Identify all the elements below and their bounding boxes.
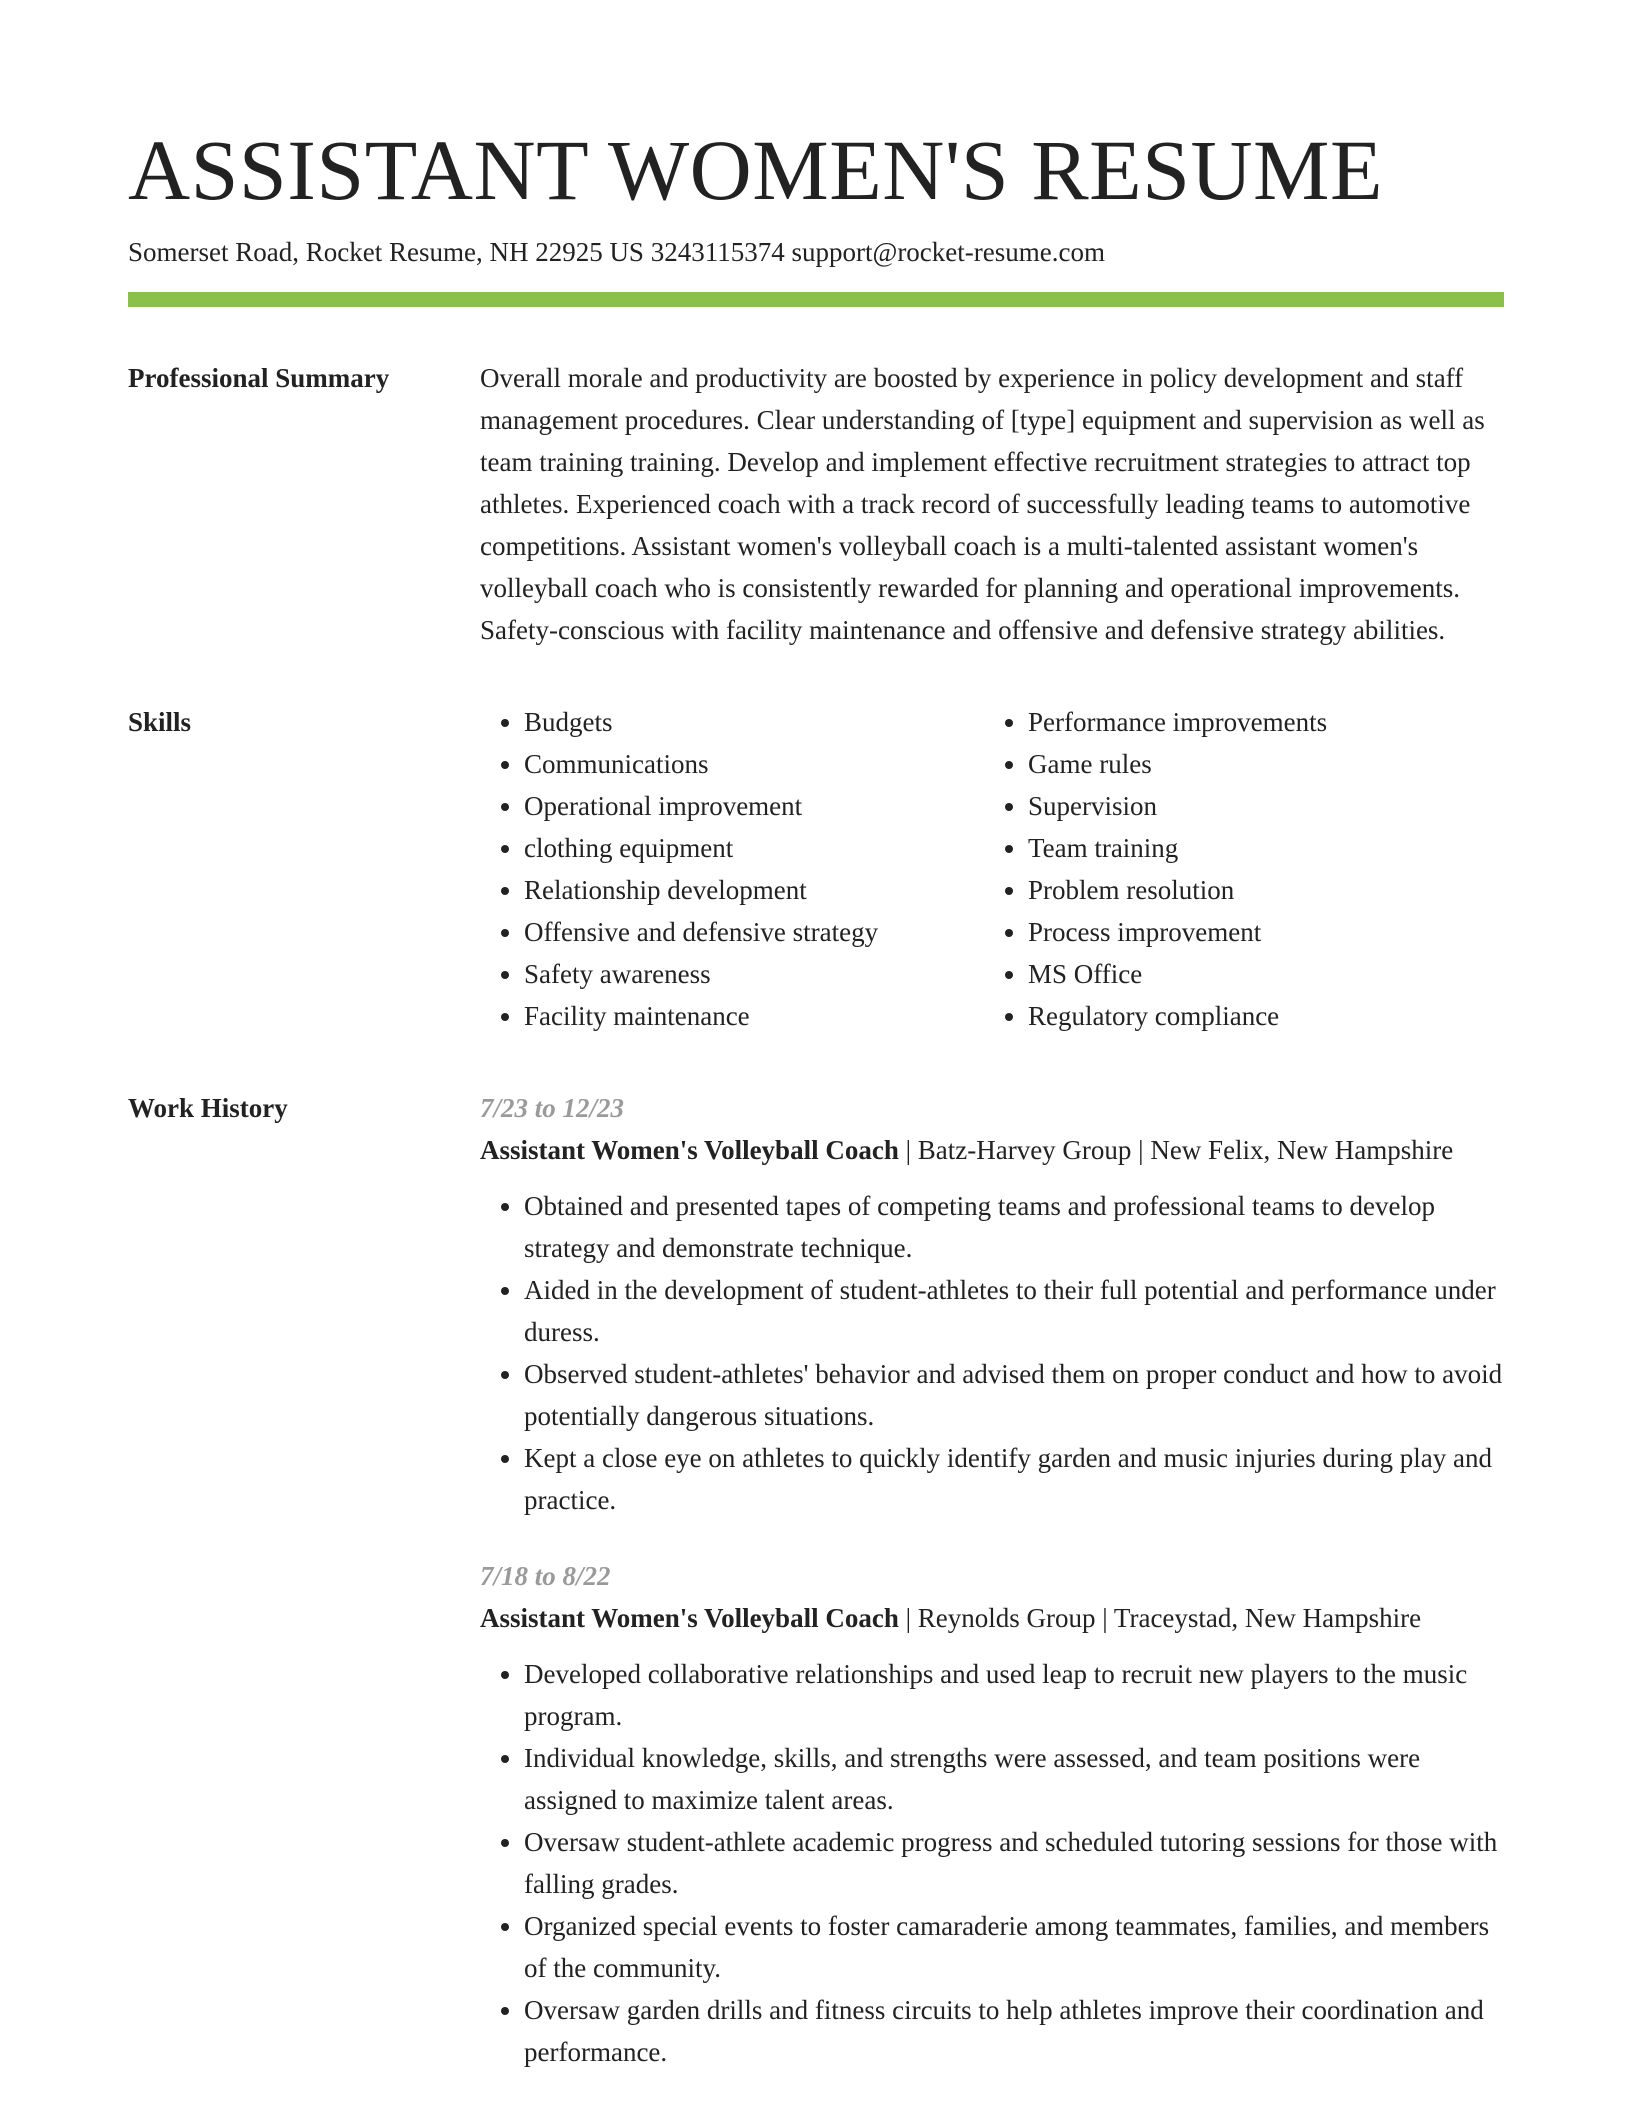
job-bullets (480, 1185, 1504, 1521)
contact-line: Somerset Road, Rocket Resume, NH 22925 US 3243115374 support@rocket-resume.com (128, 237, 1105, 267)
skills-heading: Skills (128, 707, 192, 737)
skill-item: • clothing equipment (524, 827, 984, 869)
job-bullet: • Observed student-athletes' behavior and advised them on proper conduct and how to avoid potentially dangerous situations. (524, 1353, 1504, 1437)
job-bullet: • Oversaw student-athlete academic progress and scheduled tutoring sessions for those with falling grades. (524, 1821, 1504, 1905)
work-history-list (480, 1087, 1504, 2107)
job-bullet: • Kept a close eye on athletes to quickly identify garden and music injuries during play and practice. (524, 1437, 1504, 1521)
accent-divider (128, 292, 1504, 307)
skill-item: • Process improvement (1028, 911, 1488, 953)
job-title: Assistant Women's Volleyball Coach (480, 1135, 899, 1165)
job-date: 7/18 to 8/22 (480, 1561, 611, 1591)
job-heading (480, 1597, 1504, 1639)
skill-item: • Facility maintenance (524, 995, 984, 1037)
summary-section (128, 357, 1504, 651)
job-bullet: • Organized special events to foster camaraderie among teammates, families, and members of the community. (524, 1905, 1504, 1989)
skill-item: • Team training (1028, 827, 1488, 869)
job-bullet: • Oversaw garden drills and fitness circuits to help athletes improve their coordination and performance. (524, 1989, 1504, 2073)
job-title: Assistant Women's Volleyball Coach (480, 1603, 899, 1633)
skill-item: • Relationship development (524, 869, 984, 911)
job-bullets (480, 1653, 1504, 2073)
job-separator: | (898, 1603, 918, 1633)
job-location: Traceystad, New Hampshire (1113, 1603, 1422, 1633)
skill-item: • Game rules (1028, 743, 1488, 785)
summary-heading: Professional Summary (128, 363, 390, 393)
skill-item: • Supervision (1028, 785, 1488, 827)
job-separator: | (898, 1135, 918, 1165)
job-bullet: • Individual knowledge, skills, and strengths were assessed, and team positions were assigned to maximize talent areas. (524, 1737, 1504, 1821)
job-separator: | (1131, 1135, 1151, 1165)
job-company: Reynolds Group (917, 1603, 1096, 1633)
skill-item: • Regulatory compliance (1028, 995, 1488, 1037)
skill-item: • Operational improvement (524, 785, 984, 827)
resume-title: ASSISTANT WOMEN'S RESUME (128, 122, 1384, 218)
skills-section (128, 701, 1504, 1037)
skill-item: • MS Office (1028, 953, 1488, 995)
job-entry (480, 1555, 1504, 2073)
job-separator: | (1095, 1603, 1114, 1633)
job-location: New Felix, New Hampshire (1150, 1135, 1454, 1165)
job-date: 7/23 to 12/23 (480, 1093, 625, 1123)
job-heading (480, 1129, 1504, 1171)
work-heading: Work History (128, 1093, 288, 1123)
job-bullet: • Obtained and presented tapes of competing teams and professional teams to develop strategy and demonstrate technique. (524, 1185, 1504, 1269)
skill-item: • Safety awareness (524, 953, 984, 995)
skill-item: • Performance improvements (1028, 701, 1488, 743)
job-entry (480, 1087, 1504, 1521)
job-company: Batz-Harvey Group (917, 1135, 1132, 1165)
job-bullet: • Developed collaborative relationships and used leap to recruit new players to the music program. (524, 1653, 1504, 1737)
skill-item: • Problem resolution (1028, 869, 1488, 911)
skill-item: • Communications (524, 743, 984, 785)
skills-list-left (480, 701, 984, 1037)
skill-item: • Offensive and defensive strategy (524, 911, 984, 953)
work-section (128, 1087, 1504, 2107)
summary-text: Overall morale and productivity are boosted by experience in policy development and staff management procedures. Clear understanding of [type] equipment and supervision as well as team training training. Develop and implement effective recruitment strategies to attract top athletes. Experienced coach with a track record of successfully leading teams to automotive competitions. Assistant women's volleyball coach is a multi-talented assistant women's volleyball coach who is consistently rewarded for planning and operational improvements. Safety-conscious with facility maintenance and offensive and defensive strategy abilities. (480, 363, 1485, 645)
skill-item: • Budgets (524, 701, 984, 743)
skills-list-right (984, 701, 1488, 1037)
job-bullet: • Aided in the development of student-athletes to their full potential and performance under duress. (524, 1269, 1504, 1353)
